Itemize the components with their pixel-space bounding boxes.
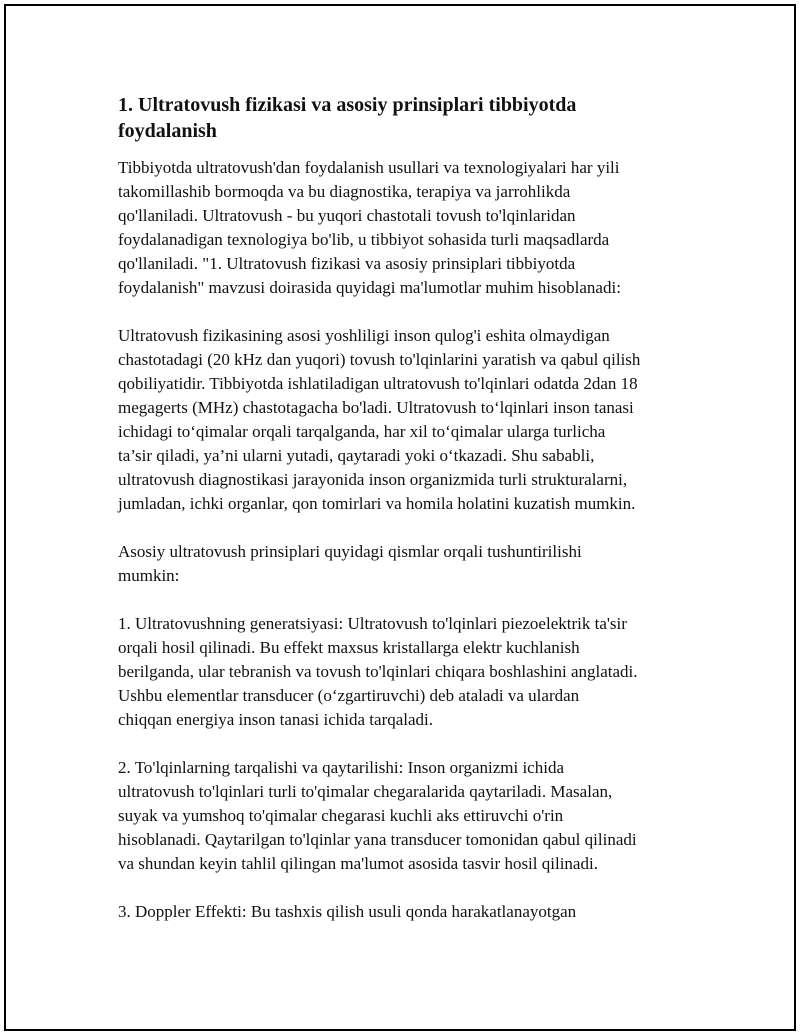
paragraph-generation: 1. Ultratovushning generatsiyasi: Ultratovush to'lqinlari piezoelektrik ta'sir orqali hosil qilinadi. Bu effekt maxsus kristallarga elektr kuchlanish berilganda, ular tebranish va tovush to'lqinlari chiqara boshlashini anglatadi. Ushbu elementlar transducer (o‘zgartiruvchi) deb ataladi va ulardan chiqqan energiya inson tanasi ichida tarqaladi. xyxy=(118,614,638,729)
paragraph-physics-basis: Ultratovush fizikasining asosi yoshliligi inson qulog'i eshita olmaydigan chastotadagi (20 kHz dan yuqori) tovush to'lqinlarini yaratish va qabul qilish qobiliyatidir. Tibbiyotda ishlatiladigan ultratovush to'lqinlari odatda 2dan 18 megagerts (MHz) chastotagacha bo'ladi. Ultratovush to‘lqinlari inson tanasi ichidagi to‘qimalar orqali tarqalganda, har xil to‘qimalar ularga turlicha ta’sir qiladi, ya’ni ularni yutadi, qaytaradi yoki o‘tkazadi. Shu sababli, ultratovush diagnostikasi jarayonida inson organizmida turli strukturalarni, jumladan, ichki organlar, qon tomirlari va homila holatini kuzatish mumkin. xyxy=(118,326,641,513)
paragraph-principles-intro: Asosiy ultratovush prinsiplari quyidagi qismlar orqali tushuntirilishi mumkin: xyxy=(118,542,582,585)
document-body xyxy=(118,92,698,924)
paragraph-propagation: 2. To'lqinlarning tarqalishi va qaytarilishi: Inson organizmi ichida ultratovush to'lqinlari turli to'qimalar chegaralarida qaytariladi. Masalan, suyak va yumshoq to'qimalar chegarasi kuchli aks ettiruvchi o'rin hisoblanadi. Qaytarilgan to'lqinlar yana transducer tomonidan qabul qilinadi va shundan keyin tahlil qilingan ma'lumot asosida tasvir hosil qilinadi. xyxy=(118,758,637,873)
section-heading: 1. Ultratovush fizikasi va asosiy prinsiplari tibbiyotda foydalanish xyxy=(118,94,577,142)
paragraph-intro: Tibbiyotda ultratovush'dan foydalanish usullari va texnologiyalari har yili takomillashib bormoqda va bu diagnostika, terapiya va jarrohlikda qo'llaniladi. Ultratovush - bu yuqori chastotali tovush to'lqinlaridan foydalanadigan texnologiya bo'lib, u tibbiyot sohasida turli maqsadlarda qo'llaniladi. "1. Ultratovush fizikasi va asosiy prinsiplari tibbiyotda foydalanish" mavzusi doirasida quyidagi ma'lumotlar muhim hisoblanadi: xyxy=(118,158,621,297)
paragraph-doppler: 3. Doppler Effekti: Bu tashxis qilish usuli qonda harakatlanayotgan xyxy=(118,902,577,921)
